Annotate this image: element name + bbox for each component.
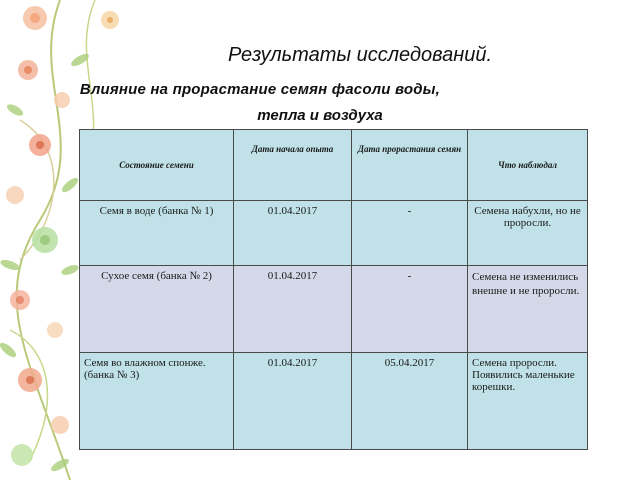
cell-observation: Семена набухли, но не проросли.	[468, 201, 588, 266]
subtitle-line-2: тепла и воздуха	[257, 107, 383, 124]
table-row	[80, 266, 588, 353]
page-title: Результаты исследований.	[227, 44, 493, 66]
cell-observation: Семена не изменились внешне и не проросли.	[468, 266, 588, 353]
subtitle-line-1: Влияние на прорастание семян фасоли воды,	[79, 81, 441, 98]
cell-start-date: 01.04.2017	[234, 353, 352, 450]
cell-seed-state: Семя во влажном спонже. (банка № 3)	[80, 353, 234, 450]
table-row	[80, 201, 588, 266]
cell-observation: Семена проросли. Появились маленькие корешки.	[468, 353, 588, 450]
header-observation: Что наблюдал	[468, 130, 588, 201]
cell-start-date: 01.04.2017	[234, 201, 352, 266]
cell-seed-state: Семя в воде (банка № 1)	[80, 201, 234, 266]
header-start-date: Дата начала опыта	[234, 130, 352, 201]
cell-start-date: 01.04.2017	[234, 266, 352, 353]
cell-germination-date: -	[352, 266, 468, 353]
header-seed-state: Состояние семени	[80, 130, 234, 201]
table-header-row	[80, 130, 588, 201]
cell-germination-date: 05.04.2017	[352, 353, 468, 450]
cell-germination-date: -	[352, 201, 468, 266]
header-germination-date: Дата прорастания семян	[352, 130, 468, 201]
table-row	[80, 353, 588, 450]
results-table	[79, 129, 588, 450]
cell-seed-state: Сухое семя (банка № 2)	[80, 266, 234, 353]
